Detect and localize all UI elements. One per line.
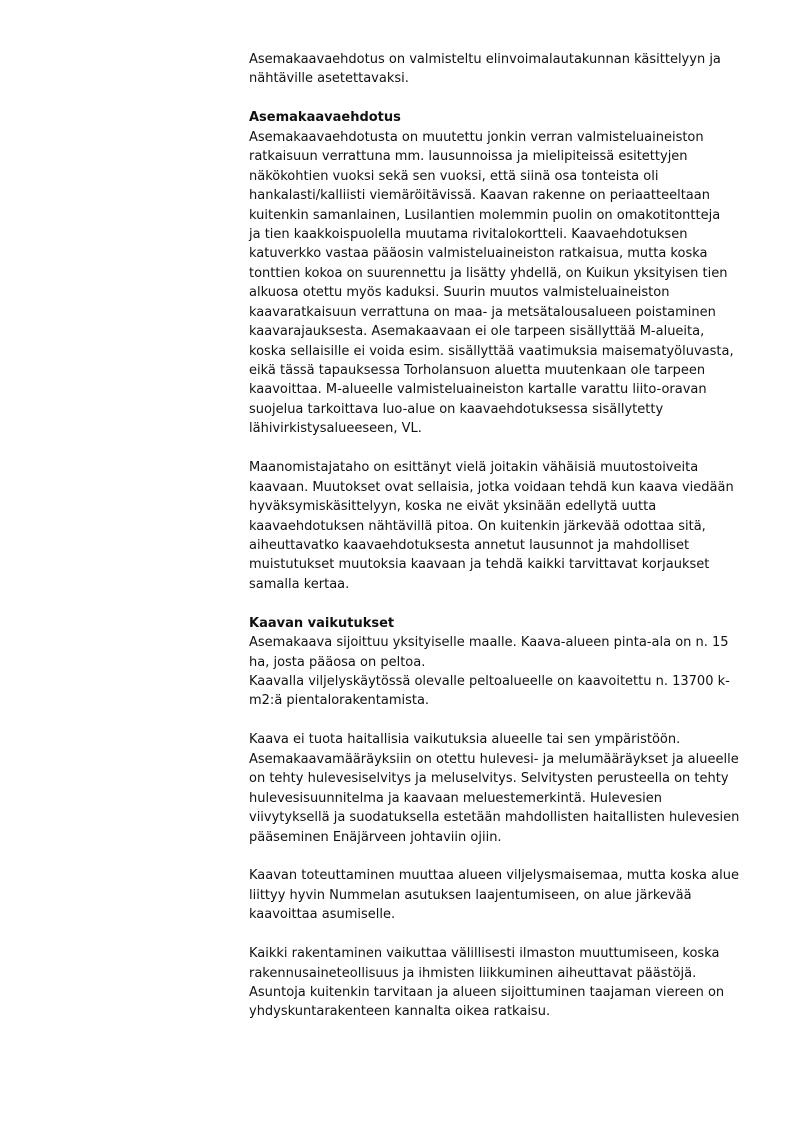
text-line: nähtäville asetettavaksi. <box>249 71 409 87</box>
paragraph-spacer <box>249 847 744 866</box>
text-line: Kaavan toteuttaminen muuttaa alueen viljelysmaisemaa, mutta koska alue <box>249 868 739 884</box>
text-line: Asemakaavamääräyksiin on otettu hulevesi- ja melumääräykset ja alueelle <box>249 751 739 767</box>
text-line: on tehty hulevesiselvitys ja meluselvitys. Selvitysten perusteella on tehty <box>249 771 729 787</box>
text-line: suojelua tarkoittava luo-alue on kaavaehdotuksessa sisällytetty <box>249 401 664 417</box>
paragraph-asemakaavaehdotus-1 <box>249 128 744 439</box>
paragraph-spacer <box>249 439 744 458</box>
text-line: muistutukset muutoksia kaavaan ja tehdä kaikki tarvittavat korjaukset <box>249 557 710 573</box>
paragraph-vaikutukset-3 <box>249 866 744 924</box>
text-line: hulevesisuunnitelma ja kaavaan meluestemerkintä. Hulevesien <box>249 790 662 806</box>
text-line: rakennusaineteollisuus ja ihmisten liikkuminen aiheuttavat päästöjä. <box>249 965 697 981</box>
text-line: koska sellaisille ei voida esim. sisällyttää vaatimuksia maisematyöluvasta, <box>249 343 734 359</box>
intro-paragraph <box>249 50 744 89</box>
text-line: hankalasti/kalliisti viemäröitävissä. Kaavan rakenne on periaatteeltaan <box>249 188 710 204</box>
text-line: ja tien kaakkoispuolella muutama rivitalokortteli. Kaavaehdotuksen <box>249 226 688 242</box>
text-line: pääseminen Enäjärveen johtaviin ojiin. <box>249 829 502 845</box>
text-line: Maanomistajataho on esittänyt vielä joitakin vähäisiä muutostoiveita <box>249 460 699 476</box>
text-line: Asemakaavaehdotus on valmisteltu elinvoimalautakunnan käsittelyyn ja <box>249 52 721 67</box>
text-line: eikä tässä tapauksessa Torholansuon aluetta muutenkaan ole tarpeen <box>249 363 706 378</box>
text-line: yhdyskuntarakenteen kannalta oikea ratkaisu. <box>249 1004 551 1020</box>
text-line: aiheuttavatko kaavaehdotuksesta annetut lausunnot ja mahdolliset <box>249 537 690 553</box>
text-line: Asemakaava sijoittuu yksityiselle maalle. Kaava-alueen pinta-ala on n. 15 <box>249 635 729 651</box>
text-line: Kaava ei tuota haitallisia vaikutuksia alueelle tai sen ympäristöön. <box>249 732 681 748</box>
text-line: Kaavalla viljelyskäytössä olevalle peltoalueelle on kaavoitettu n. 13700 k- <box>249 674 730 689</box>
text-line: kaavaratkaisuun verrattuna on maa- ja metsätalousalueen poistaminen <box>249 304 716 320</box>
text-line: kaavoittaa asumiselle. <box>249 907 396 923</box>
text-line: kaavaehdotuksen nähtävillä pitoa. On kuitenkin järkevää odottaa sitä, <box>249 518 706 534</box>
paragraph-vaikutukset-1 <box>249 633 744 711</box>
text-line: Asemakaavaehdotusta on muutettu jonkin verran valmisteluaineiston <box>249 129 704 145</box>
text-line: kuitenkin samanlainen, Lusilantien molemmin puolin on omakotitontteja <box>249 207 721 223</box>
paragraph-asemakaavaehdotus-2 <box>249 458 744 594</box>
paragraph-spacer <box>249 711 744 730</box>
text-line: katuverkko vastaa pääosin valmisteluaineiston ratkaisua, mutta koska <box>249 246 708 262</box>
text-line: m2:ä pientalorakentamista. <box>249 693 430 709</box>
document-body <box>249 50 744 1022</box>
section-heading-kaavan-vaikutukset: Kaavan vaikutukset <box>249 615 395 631</box>
text-line: ha, josta pääosa on peltoa. <box>249 654 426 670</box>
text-line: kaavarajauksesta. Asemakaavaan ei ole tarpeen sisällyttää M-alueita, <box>249 324 705 340</box>
text-line: tonttien kokoa on suurennettu ja lisätty yhdellä, on Kuikun yksityisen tien <box>249 265 728 281</box>
text-line: kaavoittaa. M-alueelle valmisteluaineiston kartalle varattu liito-oravan <box>249 382 707 398</box>
text-line: näkökohtien vuoksi sekä sen vuoksi, että siinä osa tonteista oli <box>249 168 659 184</box>
paragraph-spacer <box>249 594 744 613</box>
text-line: lähivirkistysalueeseen, VL. <box>249 421 422 437</box>
text-line: alkuosa otettu myös kaduksi. Suurin muutos valmisteluaineiston <box>249 285 670 301</box>
text-line: kaavaan. Muutokset ovat sellaisia, jotka voidaan tehdä kun kaava viedään <box>249 479 734 495</box>
text-line: ratkaisuun verrattuna mm. lausunnoissa ja mielipiteissä esitettyjen <box>249 149 688 165</box>
paragraph-spacer <box>249 89 744 108</box>
text-line: viivytyksellä ja suodatuksella estetään mahdollisten haitallisten hulevesien <box>249 810 740 826</box>
section-heading-asemakaavaehdotus: Asemakaavaehdotus <box>249 110 401 126</box>
text-line: Asuntoja kuitenkin tarvitaan ja alueen sijoittuminen taajaman viereen on <box>249 985 725 1000</box>
paragraph-vaikutukset-2 <box>249 730 744 847</box>
text-line: Kaikki rakentaminen vaikuttaa välillisesti ilmaston muuttumiseen, koska <box>249 946 720 962</box>
text-line: liittyy hyvin Nummelan asutuksen laajentumiseen, on alue järkevää <box>249 887 692 903</box>
paragraph-spacer <box>249 925 744 944</box>
text-line: samalla kertaa. <box>249 576 350 592</box>
paragraph-vaikutukset-4 <box>249 944 744 1022</box>
text-line: hyväksymiskäsittelyyn, koska ne eivät yksinään edellytä uutta <box>249 499 657 515</box>
